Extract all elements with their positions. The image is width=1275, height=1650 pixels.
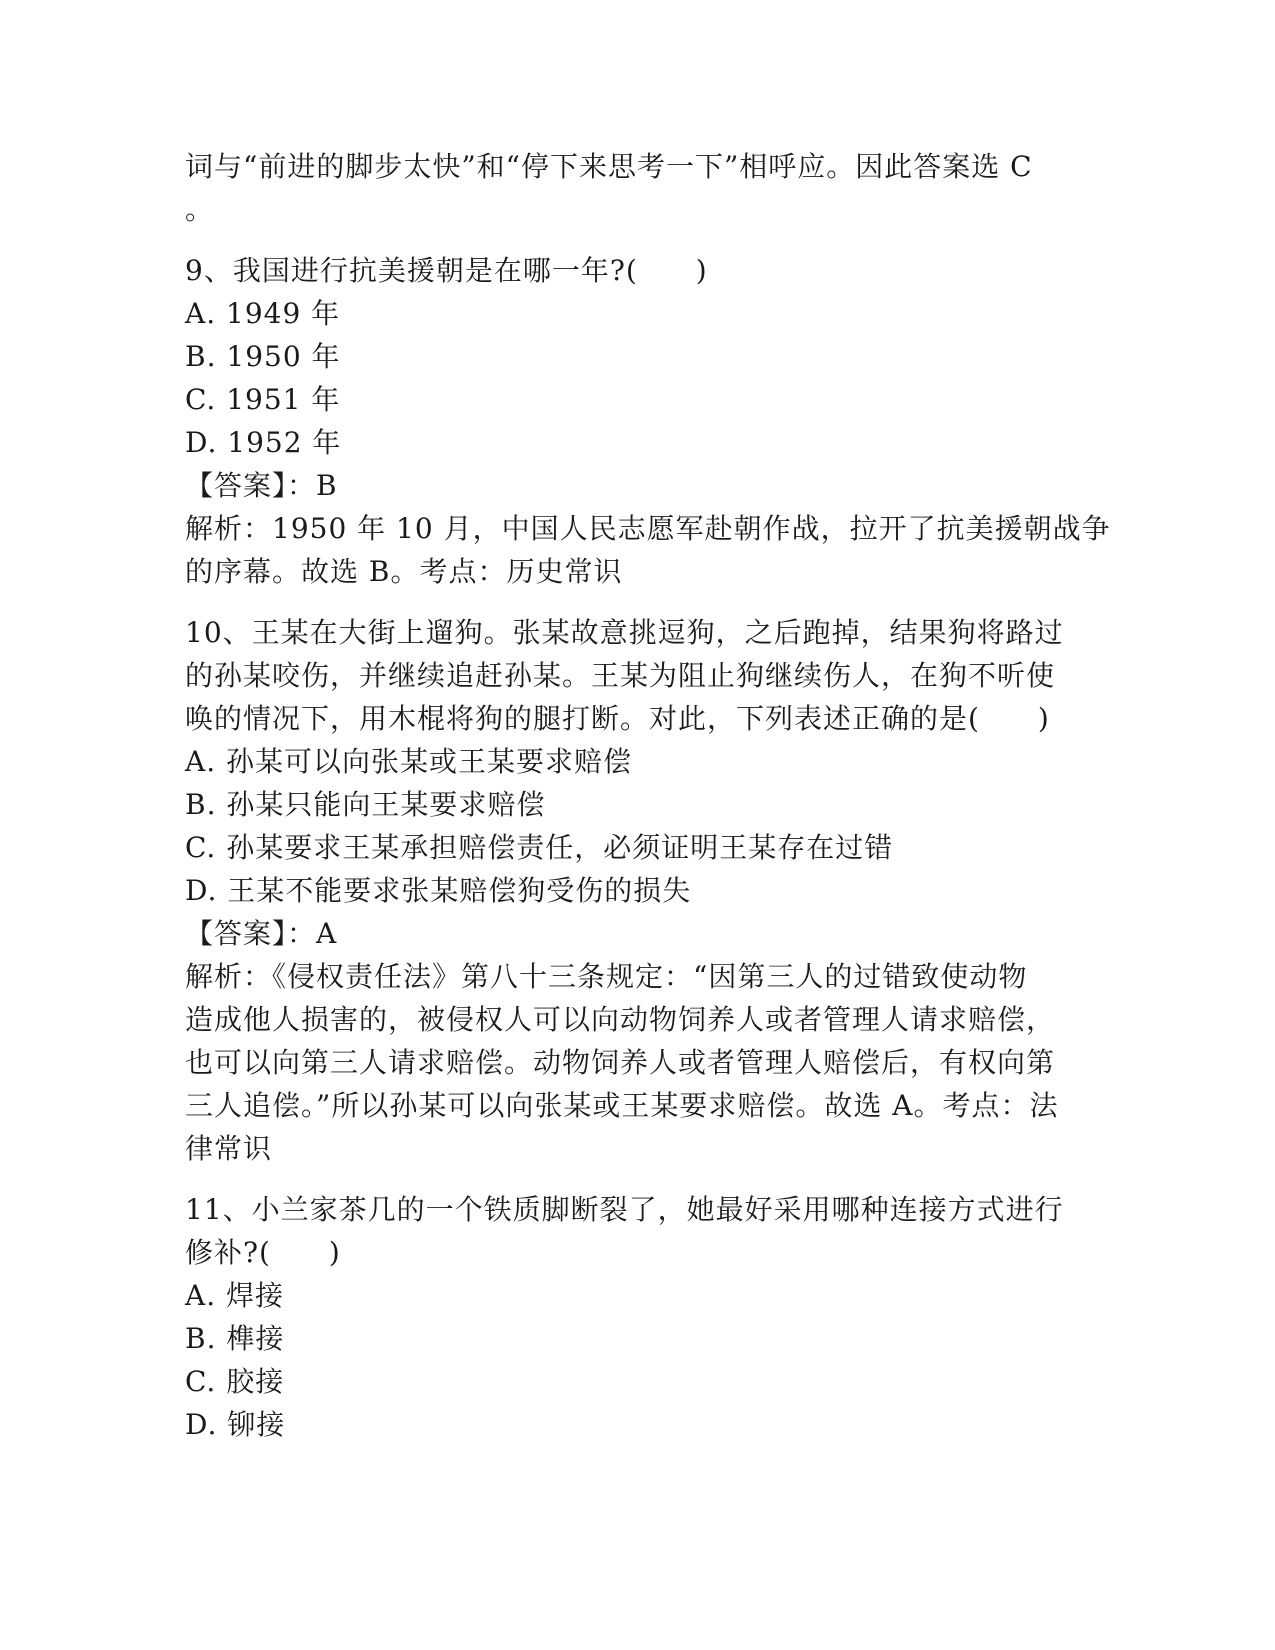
question-10	[185, 611, 1090, 1170]
option-a: A. 1949 年	[185, 297, 341, 330]
option-d: D. 1952 年	[185, 426, 342, 459]
option-d: D. 王某不能要求张某赔偿狗受伤的损失	[185, 874, 692, 907]
question-text: 唤的情况下，用木棍将狗的腿打断。对此，下列表述正确的是( )	[185, 702, 1050, 735]
option-c: C. 孙某要求王某承担赔偿责任，必须证明王某存在过错	[185, 831, 894, 864]
previous-explanation-tail	[185, 145, 1090, 231]
question-text: 修补?( )	[185, 1236, 341, 1269]
explanation-line: 三人追偿。”所以孙某可以向张某或王某要求赔偿。故选 A。考点：法	[185, 1089, 1059, 1122]
explanation-line: 也可以向第三人请求赔偿。动物饲养人或者管理人赔偿后，有权向第	[185, 1046, 1056, 1079]
question-text: 的孙某咬伤，并继续追赶孙某。王某为阻止狗继续伤人，在狗不听使	[185, 659, 1056, 692]
option-b: B. 孙某只能向王某要求赔偿	[185, 788, 546, 821]
explanation-line: 解析：1950 年 10 月，中国人民志愿军赴朝作战，拉开了抗美援朝战争	[185, 512, 1111, 545]
answer-label: 【答案】：A	[185, 917, 338, 950]
question-text: 11、小兰家茶几的一个铁质脚断裂了，她最好采用哪种连接方式进行	[185, 1193, 1064, 1226]
option-b: B. 1950 年	[185, 340, 341, 373]
answer-label: 【答案】：B	[185, 469, 338, 502]
explanation-line: 。	[185, 193, 215, 226]
option-c: C. 胶接	[185, 1365, 285, 1398]
explanation-line: 解析：《侵权责任法》第八十三条规定：“因第三人的过错致使动物	[185, 960, 1028, 993]
question-11	[185, 1188, 1090, 1446]
option-b: B. 榫接	[185, 1322, 285, 1355]
option-c: C. 1951 年	[185, 383, 341, 416]
question-text: 9、我国进行抗美援朝是在哪一年?( )	[185, 254, 708, 287]
option-d: D. 铆接	[185, 1408, 286, 1441]
explanation-line: 造成他人损害的，被侵权人可以向动物饲养人或者管理人请求赔偿，	[185, 1003, 1056, 1036]
explanation-line: 词与“前进的脚步太快”和“停下来思考一下”相呼应。因此答案选 C	[185, 150, 1033, 183]
question-9	[185, 249, 1111, 593]
question-text: 10、王某在大街上遛狗。张某故意挑逗狗，之后跑掉，结果狗将路过	[185, 616, 1064, 649]
option-a: A. 孙某可以向张某或王某要求赔偿	[185, 745, 633, 778]
explanation-line: 的序幕。故选 B。考点：历史常识	[185, 555, 623, 588]
option-a: A. 焊接	[185, 1279, 285, 1312]
explanation-line: 律常识	[185, 1132, 273, 1165]
document-page	[185, 145, 1111, 1446]
